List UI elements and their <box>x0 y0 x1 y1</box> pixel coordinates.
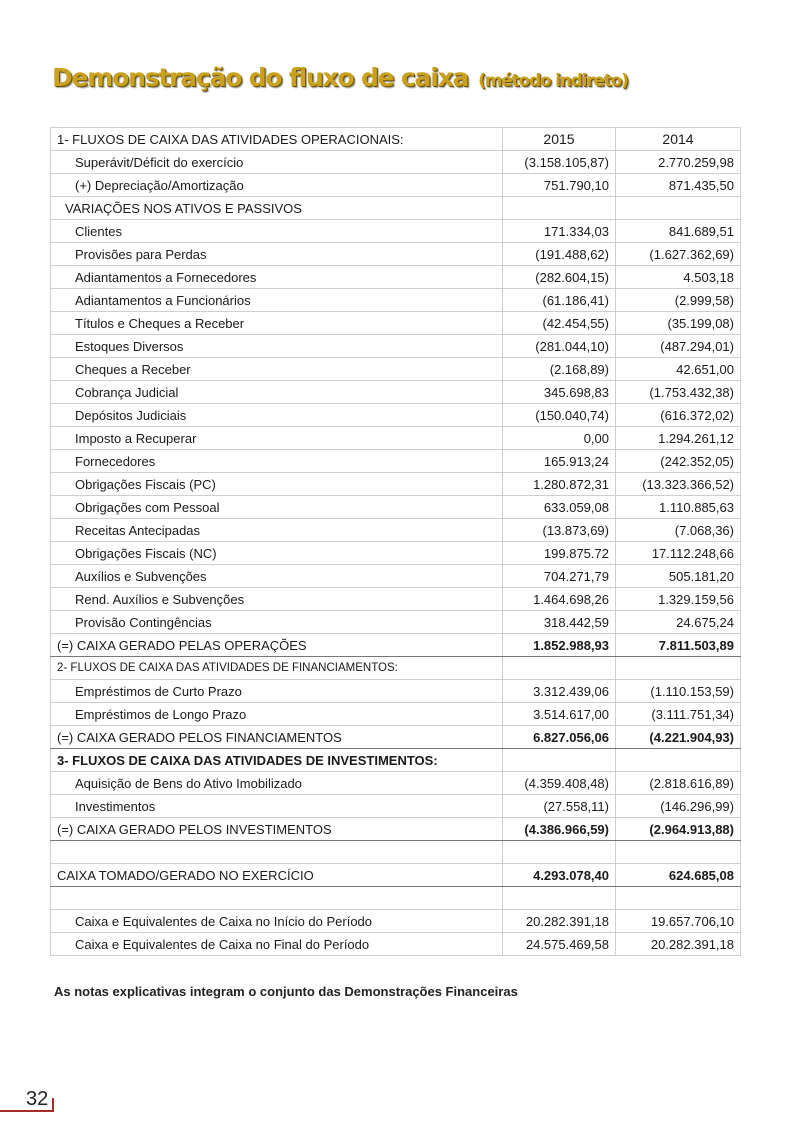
row-label: Caixa e Equivalentes de Caixa no Final do Período <box>51 933 503 956</box>
empty-cell <box>616 887 741 910</box>
row-label: Clientes <box>51 220 503 243</box>
value-2014: (616.372,02) <box>616 404 741 427</box>
value-2015: 751.790,10 <box>503 174 616 197</box>
value-2015: 24.575.469,58 <box>503 933 616 956</box>
value-2014: 7.811.503,89 <box>616 634 741 657</box>
table-row <box>51 496 741 519</box>
row-label: Empréstimos de Longo Prazo <box>51 703 503 726</box>
table-row <box>51 450 741 473</box>
table-row <box>51 542 741 565</box>
empty-cell <box>503 841 616 864</box>
value-2015: 6.827.056,06 <box>503 726 616 749</box>
value-2014: (13.323.366,52) <box>616 473 741 496</box>
value-2014: 4.503,18 <box>616 266 741 289</box>
empty-cell <box>503 749 616 772</box>
value-2014: 841.689,51 <box>616 220 741 243</box>
row-label: Imposto a Recuperar <box>51 427 503 450</box>
page-number: 32 <box>26 1088 49 1110</box>
value-2014: (1.110.153,59) <box>616 680 741 703</box>
row-label: Auxílios e Subvenções <box>51 565 503 588</box>
subsection-row <box>51 197 741 220</box>
cash-flow-body <box>51 128 741 956</box>
value-2014: 24.675,24 <box>616 611 741 634</box>
value-2015: (4.386.966,59) <box>503 818 616 841</box>
row-label: Provisão Contingências <box>51 611 503 634</box>
value-2014: 20.282.391,18 <box>616 933 741 956</box>
value-2015: (150.040,74) <box>503 404 616 427</box>
value-2014: (7.068,36) <box>616 519 741 542</box>
table-row <box>51 174 741 197</box>
table-row <box>51 703 741 726</box>
table-row <box>51 680 741 703</box>
spacer-row <box>51 841 741 864</box>
table-row <box>51 795 741 818</box>
total-row <box>51 726 741 749</box>
empty-cell <box>616 197 741 220</box>
value-2015: (42.454,55) <box>503 312 616 335</box>
value-2015: 318.442,59 <box>503 611 616 634</box>
table-row <box>51 473 741 496</box>
section-header-row <box>51 128 741 151</box>
empty-cell <box>616 749 741 772</box>
table-row <box>51 358 741 381</box>
table-row <box>51 588 741 611</box>
row-label: (=) CAIXA GERADO PELOS INVESTIMENTOS <box>51 818 503 841</box>
table-row <box>51 381 741 404</box>
value-2014: 2.770.259,98 <box>616 151 741 174</box>
row-label: Fornecedores <box>51 450 503 473</box>
table-row <box>51 404 741 427</box>
empty-cell <box>503 197 616 220</box>
table-row <box>51 266 741 289</box>
row-label: Superávit/Déficit do exercício <box>51 151 503 174</box>
value-2015: 0,00 <box>503 427 616 450</box>
value-2014: 1.110.885,63 <box>616 496 741 519</box>
table-row <box>51 565 741 588</box>
value-2015: 704.271,79 <box>503 565 616 588</box>
value-2015: 171.334,03 <box>503 220 616 243</box>
row-label: Obrigações Fiscais (NC) <box>51 542 503 565</box>
total-row <box>51 818 741 841</box>
section-heading: 1- FLUXOS DE CAIXA DAS ATIVIDADES OPERACIONAIS: <box>51 128 503 151</box>
cash-flow-table <box>50 127 741 956</box>
value-2015: (191.488,62) <box>503 243 616 266</box>
row-label: Cobrança Judicial <box>51 381 503 404</box>
value-2015: (2.168,89) <box>503 358 616 381</box>
title-subtitle: (método indireto) <box>478 71 628 91</box>
value-2014: 1.294.261,12 <box>616 427 741 450</box>
empty-cell <box>616 657 741 680</box>
table-row <box>51 519 741 542</box>
value-2014: (1.627.362,69) <box>616 243 741 266</box>
row-label: Adiantamentos a Funcionários <box>51 289 503 312</box>
spacer-row <box>51 887 741 910</box>
page-title <box>52 56 628 94</box>
value-2014: (1.753.432,38) <box>616 381 741 404</box>
value-2014: 42.651,00 <box>616 358 741 381</box>
row-label: Caixa e Equivalentes de Caixa no Início do Período <box>51 910 503 933</box>
value-2015: 633.059,08 <box>503 496 616 519</box>
row-label: Obrigações com Pessoal <box>51 496 503 519</box>
value-2014: 19.657.706,10 <box>616 910 741 933</box>
value-2014: (242.352,05) <box>616 450 741 473</box>
row-label: Provisões para Perdas <box>51 243 503 266</box>
table-row <box>51 611 741 634</box>
value-2014: (487.294,01) <box>616 335 741 358</box>
row-label: Títulos e Cheques a Receber <box>51 312 503 335</box>
value-2015: (27.558,11) <box>503 795 616 818</box>
row-label: CAIXA TOMADO/GERADO NO EXERCÍCIO <box>51 864 503 887</box>
row-label: Receitas Antecipadas <box>51 519 503 542</box>
total-row <box>51 634 741 657</box>
table-row <box>51 151 741 174</box>
year-header: 2015 <box>503 128 616 151</box>
table-row <box>51 312 741 335</box>
row-label: Estoques Diversos <box>51 335 503 358</box>
table-row <box>51 772 741 795</box>
value-2014: (2.999,58) <box>616 289 741 312</box>
empty-cell <box>503 657 616 680</box>
value-2014: (146.296,99) <box>616 795 741 818</box>
value-2015: (13.873,69) <box>503 519 616 542</box>
table-row <box>51 933 741 956</box>
value-2015: 1.852.988,93 <box>503 634 616 657</box>
value-2014: 1.329.159,56 <box>616 588 741 611</box>
table-row <box>51 243 741 266</box>
row-label: (+) Depreciação/Amortização <box>51 174 503 197</box>
value-2014: (3.111.751,34) <box>616 703 741 726</box>
value-2014: 17.112.248,66 <box>616 542 741 565</box>
value-2015: 165.913,24 <box>503 450 616 473</box>
value-2014: 505.181,20 <box>616 565 741 588</box>
table-row <box>51 910 741 933</box>
value-2015: (281.044,10) <box>503 335 616 358</box>
row-label: Rend. Auxílios e Subvenções <box>51 588 503 611</box>
section-heading: 3- FLUXOS DE CAIXA DAS ATIVIDADES DE INVESTIMENTOS: <box>51 749 503 772</box>
value-2014: (4.221.904,93) <box>616 726 741 749</box>
value-2015: (282.604,15) <box>503 266 616 289</box>
footer-accent-tick <box>52 1098 54 1112</box>
row-label: Empréstimos de Curto Prazo <box>51 680 503 703</box>
empty-cell <box>503 887 616 910</box>
value-2014: 871.435,50 <box>616 174 741 197</box>
value-2015: 1.464.698,26 <box>503 588 616 611</box>
year-header: 2014 <box>616 128 741 151</box>
value-2015: 345.698,83 <box>503 381 616 404</box>
value-2014: 624.685,08 <box>616 864 741 887</box>
row-label: Aquisição de Bens do Ativo Imobilizado <box>51 772 503 795</box>
table-row <box>51 289 741 312</box>
value-2014: (2.818.616,89) <box>616 772 741 795</box>
row-label: Adiantamentos a Fornecedores <box>51 266 503 289</box>
row-label: (=) CAIXA GERADO PELAS OPERAÇÕES <box>51 634 503 657</box>
row-label: Investimentos <box>51 795 503 818</box>
section-heading: VARIAÇÕES NOS ATIVOS E PASSIVOS <box>51 197 503 220</box>
row-label: Obrigações Fiscais (PC) <box>51 473 503 496</box>
table-row <box>51 220 741 243</box>
row-label: (=) CAIXA GERADO PELOS FINANCIAMENTOS <box>51 726 503 749</box>
row-label: Depósitos Judiciais <box>51 404 503 427</box>
section-row <box>51 749 741 772</box>
table-row <box>51 427 741 450</box>
empty-cell <box>616 841 741 864</box>
empty-cell <box>51 887 503 910</box>
section-row <box>51 657 741 680</box>
value-2015: 3.312.439,06 <box>503 680 616 703</box>
footnote: As notas explicativas integram o conjunto das Demonstrações Financeiras <box>54 984 518 999</box>
value-2015: (3.158.105,87) <box>503 151 616 174</box>
value-2015: 20.282.391,18 <box>503 910 616 933</box>
value-2015: 1.280.872,31 <box>503 473 616 496</box>
value-2015: (61.186,41) <box>503 289 616 312</box>
section-heading: 2- FLUXOS DE CAIXA DAS ATIVIDADES DE FINANCIAMENTOS: <box>51 657 503 680</box>
row-label: Cheques a Receber <box>51 358 503 381</box>
value-2015: (4.359.408,48) <box>503 772 616 795</box>
value-2015: 199.875.72 <box>503 542 616 565</box>
footer-accent-line <box>0 1110 54 1112</box>
value-2015: 4.293.078,40 <box>503 864 616 887</box>
total-row <box>51 864 741 887</box>
value-2014: (35.199,08) <box>616 312 741 335</box>
value-2015: 3.514.617,00 <box>503 703 616 726</box>
table-row <box>51 335 741 358</box>
title-main: Demonstração do fluxo de caixa <box>52 63 469 92</box>
value-2014: (2.964.913,88) <box>616 818 741 841</box>
empty-cell <box>51 841 503 864</box>
